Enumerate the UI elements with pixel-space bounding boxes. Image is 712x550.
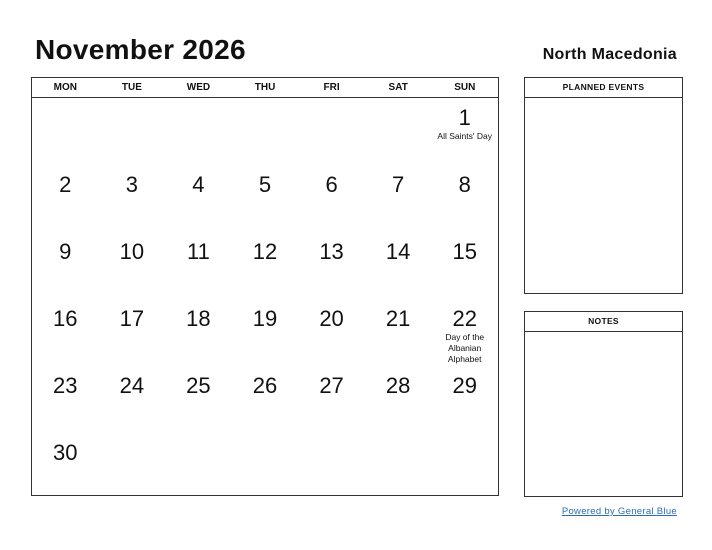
day-number: 21 — [385, 306, 411, 331]
notes-panel — [524, 311, 683, 497]
day-number: 7 — [392, 172, 405, 197]
notes-title: NOTES — [525, 312, 682, 332]
day-cell — [99, 433, 166, 500]
day-number: 6 — [325, 172, 338, 197]
calendar-days — [32, 98, 498, 500]
day-cell — [232, 433, 299, 500]
day-cell — [232, 299, 299, 366]
day-number: 11 — [187, 239, 210, 264]
day-number: 3 — [125, 172, 138, 197]
day-cell — [32, 232, 99, 299]
day-cell — [165, 299, 232, 366]
day-cell — [232, 98, 299, 165]
weekday-label: SUN — [454, 82, 476, 93]
day-number: 30 — [53, 440, 78, 465]
day-cell — [365, 98, 432, 165]
day-number: 15 — [452, 239, 477, 264]
day-cell — [165, 165, 232, 232]
day-cell — [298, 433, 365, 500]
day-cell — [365, 299, 432, 366]
day-cell — [165, 366, 232, 433]
day-number: 16 — [53, 306, 78, 331]
day-number: 1 — [458, 105, 471, 130]
country-name: North Macedonia — [542, 46, 677, 63]
weekday-label: FRI — [323, 82, 340, 93]
day-number: 10 — [119, 239, 145, 264]
day-cell — [365, 165, 432, 232]
day-cell — [298, 232, 365, 299]
day-cell — [99, 98, 166, 165]
weekday-header — [32, 78, 498, 98]
day-cell — [99, 232, 166, 299]
day-cell — [431, 98, 498, 165]
planned-events-title: PLANNED EVENTS — [525, 78, 682, 98]
day-number: 23 — [53, 373, 78, 398]
weekday-label: SAT — [388, 82, 408, 93]
day-cell — [431, 366, 498, 433]
day-number: 24 — [119, 373, 145, 398]
weekday-label: THU — [254, 82, 276, 93]
day-number: 19 — [252, 306, 278, 331]
weekday-label: TUE — [121, 82, 142, 93]
holiday-label: Day of the Albanian Alphabet — [445, 332, 485, 364]
day-cell — [365, 366, 432, 433]
planned-events-panel — [524, 77, 683, 294]
day-number: 2 — [59, 172, 72, 197]
day-cell — [165, 232, 232, 299]
page-title: November 2026 — [35, 34, 246, 65]
day-cell — [431, 232, 498, 299]
day-number: 28 — [385, 373, 411, 398]
day-number: 12 — [252, 239, 278, 264]
day-number: 17 — [119, 306, 145, 331]
day-number: 22 — [452, 306, 477, 331]
day-cell — [32, 98, 99, 165]
day-number: 29 — [452, 373, 477, 398]
day-cell — [165, 433, 232, 500]
day-number: 27 — [319, 373, 344, 398]
day-cell — [298, 299, 365, 366]
day-number: 20 — [319, 306, 344, 331]
weekday-label: MON — [53, 82, 77, 93]
day-cell — [232, 366, 299, 433]
day-cell — [431, 165, 498, 232]
day-cell — [232, 232, 299, 299]
day-cell — [298, 366, 365, 433]
day-cell — [99, 366, 166, 433]
day-cell — [431, 433, 498, 500]
day-cell — [165, 98, 232, 165]
day-number: 4 — [192, 172, 205, 197]
day-cell — [298, 98, 365, 165]
day-cell — [32, 433, 99, 500]
day-number: 5 — [258, 172, 272, 197]
day-number: 8 — [458, 172, 471, 197]
day-cell — [298, 165, 365, 232]
day-number: 18 — [186, 306, 211, 331]
day-number: 14 — [385, 239, 411, 264]
day-cell — [32, 366, 99, 433]
day-cell — [32, 165, 99, 232]
day-cell — [365, 433, 432, 500]
day-number: 25 — [186, 373, 211, 398]
day-cell — [431, 299, 498, 366]
day-cell — [32, 299, 99, 366]
day-number: 9 — [59, 239, 72, 264]
day-number: 13 — [319, 239, 344, 264]
day-cell — [99, 299, 166, 366]
powered-by-link[interactable]: Powered by General Blue — [561, 506, 677, 517]
holiday-label: All Saints' Day — [437, 131, 492, 141]
day-cell — [232, 165, 299, 232]
calendar-grid — [31, 77, 499, 496]
day-cell — [365, 232, 432, 299]
day-cell — [99, 165, 166, 232]
day-number: 26 — [252, 373, 278, 398]
weekday-label: WED — [186, 82, 211, 93]
